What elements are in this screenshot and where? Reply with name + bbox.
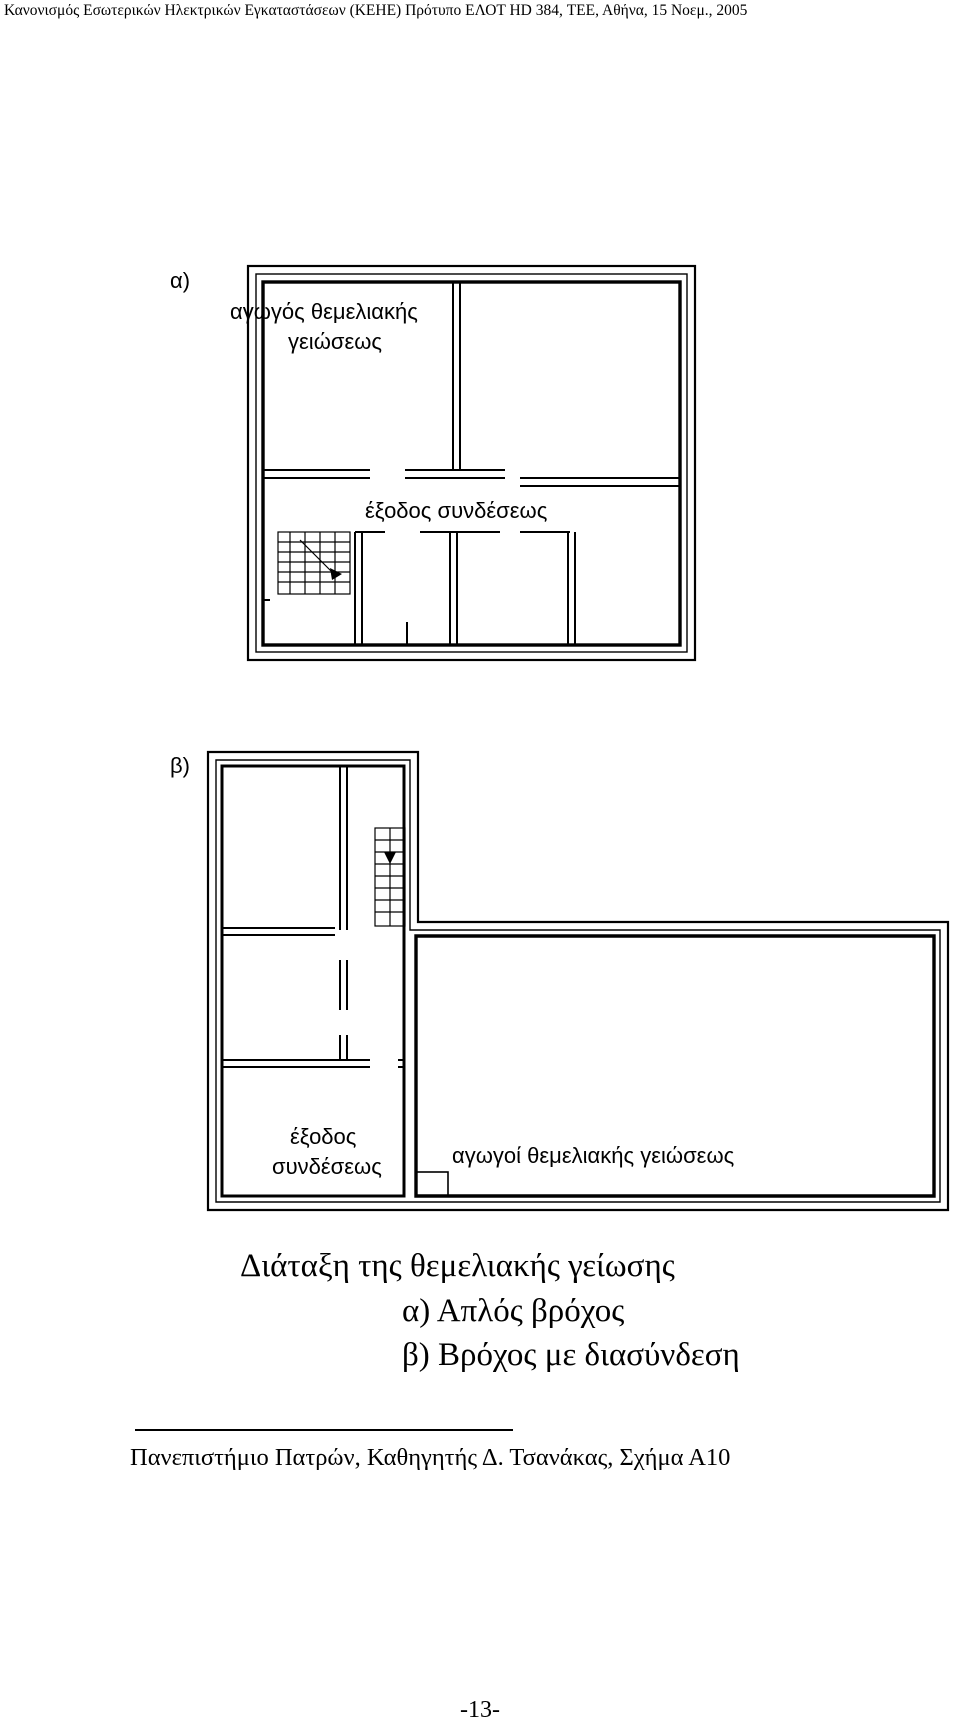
plan-a-conductor-label-1: αγωγός θεμελιακής xyxy=(230,299,418,324)
plan-b-exit-label-2: συνδέσεως xyxy=(272,1154,382,1179)
figure-caption-title: Διάταξη της θεμελιακής γείωσης xyxy=(240,1248,675,1284)
running-header: Κανονισμός Εσωτερικών Ηλεκτρικών Εγκαταστάσεων (ΚΕΗΕ) Πρότυπο ΕΛΟΤ HD 384, ΤΕΕ, Αθήνα, 15 Νοεμ., 2005 xyxy=(4,2,748,19)
plan-a-staircase xyxy=(278,532,350,594)
stair-arrow-icon xyxy=(330,568,342,580)
plan-a-marker: α) xyxy=(170,268,191,293)
footnote-rule xyxy=(135,1429,513,1431)
plan-b-staircase xyxy=(375,828,405,926)
plan-b-conductors-label: αγωγοί θεμελιακής γειώσεως xyxy=(452,1143,735,1168)
plan-b-exit-label-1: έξοδος xyxy=(290,1124,357,1149)
plan-a-exit-label: έξοδος συνδέσεως xyxy=(365,498,548,523)
plan-b-marker: β) xyxy=(170,753,190,778)
floor-plan-a xyxy=(0,250,960,670)
figure-credit: Πανεπιστήμιο Πατρών, Καθηγητής Δ. Τσανάκας, Σχήμα Α10 xyxy=(130,1444,731,1471)
plan-b-exit-box xyxy=(416,1172,448,1196)
plan-b-interior-walls xyxy=(222,766,404,1067)
plan-a-outer-wall xyxy=(248,266,695,660)
figure-caption-item-a: α) Απλός βρόχος xyxy=(402,1293,625,1329)
floor-plan-b xyxy=(0,740,960,1220)
plan-a-conductor-label-2: γειώσεως xyxy=(288,329,383,354)
stair-arrow-icon xyxy=(384,852,396,864)
figure-caption-item-b: β) Βρόχος με διασύνδεση xyxy=(402,1337,740,1373)
page-number: -13- xyxy=(460,1697,500,1723)
